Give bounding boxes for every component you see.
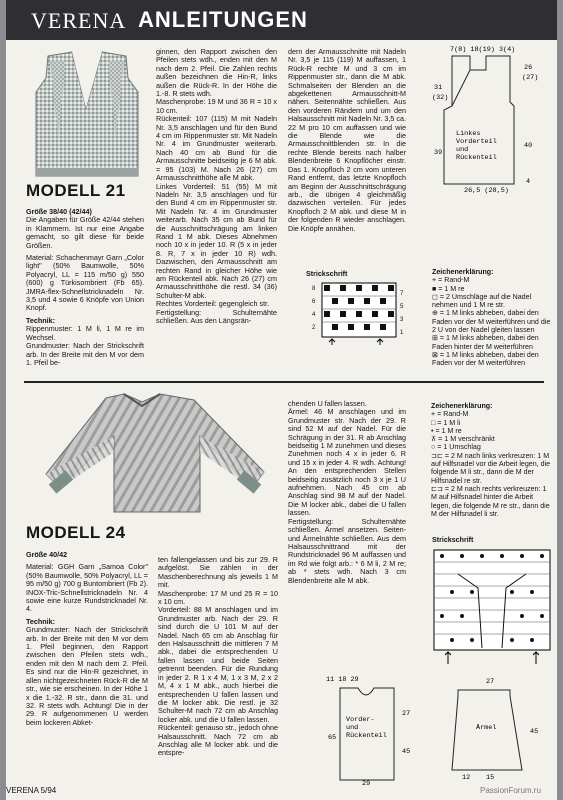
- legend24-item: • = 1 M re: [431, 426, 462, 435]
- schematic21-outline: [420, 46, 555, 196]
- svg-text:7: 7: [400, 291, 404, 297]
- schematic21-label: Linkes Vorderteil und Rückenteil: [456, 130, 497, 162]
- svg-text:3: 3: [400, 317, 404, 323]
- schematic21-right-27: (27): [522, 74, 539, 82]
- model24-sweater-image: [24, 392, 284, 520]
- model21-material: Material: Schachenmayr Garn „Color light" (50% Baumwolle, 50% Polyacryl, LL = 115 m/50 g) 550 (600) g Türkisombriert (Fb 65). JMRA-flex-Schnellstricknadeln Nr. 3,5 und 4 sowie 6 Knöpfe von Union Knopf.: [26, 253, 144, 313]
- schematic21-bottom: 26,5 (28,5): [464, 187, 509, 195]
- magazine-page: [6, 0, 557, 800]
- brand-logo: VERENA: [31, 8, 127, 33]
- section-title: ANLEITUNGEN: [138, 7, 308, 32]
- model24-column3: chenden U fallen lassen. Ärmel: 46 M anschlagen und im Grundmuster str. Nach der 29. R sind 52 M auf der Nadel. Für die Schrägung in der 31. R ab Anschlag beidseitig 1 M zunehmen und dieses Zunehmen noch 4 x in jeder 6. R und 15 x in jeder 4. R wdh. Achtung! An den entsprechenden Stellen beidseitig zusätzlich noch 3 x je 1 U aufnehmen. Nach 45 cm ab Anschlag sind 98 M auf der Nadel. Die M locker abk., dabei die U fallen lassen. Fertigstellung: Schulternähte schließen. Ärmel ansetzen. Seiten- und Ärmelnähte schließen. Aus dem Halsausschnittrand mit der Rundstricknadel 96 M auffassen und im Rd wie folgt arb.: * 6 M li, 2 M re; ab * stets wdh. Nach 3 cm Blendenbreite alle M abk.: [288, 399, 406, 585]
- model24-material: Material: GGH Garn „Samoa Color" (50% Baumwolle, 50% Polyacryl, LL = 95 m/50 g) 700 g Buntombriert (Fb 2). INOX-Tric-Schnellstricknadeln Nr. 4 sowie eine kurze Rundstricknadel Nr. 4.: [26, 562, 148, 614]
- schematic24-sleeve-15: 15: [486, 774, 495, 782]
- schematic24-sleeve-outline: [446, 676, 556, 786]
- model21-technik: Technik:: [26, 315, 56, 325]
- section-divider: [24, 381, 544, 383]
- schematic21-top-numbers: 7(8) 18(19) 3(4): [450, 46, 516, 54]
- svg-text:8: 8: [312, 286, 316, 292]
- legend21-title: Zeichenerklärung:: [432, 268, 494, 276]
- model21-title: MODELL 21: [26, 181, 126, 200]
- page-footer: VERENA 5/94: [6, 786, 57, 795]
- schematic24-sleeve-45: 45: [530, 728, 539, 736]
- schematic24-sleeve-label: Ärmel: [476, 724, 497, 732]
- strickschrift21-chart: [302, 281, 422, 347]
- legend24: [431, 402, 553, 518]
- legend21-item: ⊠ = 1 M links abheben, dabei den Faden vor der M weiterführen: [432, 350, 539, 368]
- page-header: [6, 0, 557, 40]
- schematic24-body-bottom: 29: [362, 780, 371, 788]
- legend24-item: ⊼ = 1 M verschränkt: [431, 435, 495, 444]
- legend24-item: ⊐⊏ = 2 M nach links verkreuzen: 1 M auf Hilfsnadel vor die Arbeit legen, die folgende M li str., dann die M der Hilfsnadel re str.: [431, 451, 551, 485]
- watermark: PassionForum.ru: [480, 786, 541, 795]
- svg-text:1: 1: [400, 330, 404, 336]
- svg-text:2: 2: [312, 325, 316, 331]
- legend21-item: ⊞ = 1 M links abheben, dabei den Faden hinter der M weiterführen: [432, 334, 539, 351]
- schematic21-right-26: 26: [524, 64, 533, 72]
- model24-size: Größe 40/42: [26, 550, 68, 559]
- schematic21-left-39: 39: [434, 149, 443, 157]
- legend24-item: + = Rand-M: [431, 410, 469, 419]
- legend21-item: ■ = 1 M re: [432, 284, 465, 293]
- legend21-item: ◻ = 2 Umschläge auf die Nadel nehmen und 1 M re str.: [432, 292, 532, 310]
- strickschrift24-title: Strickschrift: [432, 536, 474, 544]
- strickschrift24-chart: [428, 548, 556, 668]
- model24-sleeve-schematic: [446, 676, 556, 786]
- svg-text:4: 4: [312, 312, 316, 318]
- schematic24-dim-45: 45: [402, 748, 411, 756]
- schematic24-dim-65: 65: [328, 734, 337, 742]
- schematic21-left-31: 31: [434, 84, 443, 92]
- model24-title: MODELL 24: [26, 523, 126, 542]
- model21-column2: ginnen, den Rapport zwischen den Pfeilen stets wdh., enden mit den M nach dem 2. Pfeil. Die Zahlen rechts außen bezeichnen die Hin-R, links außen die Rück-R. In der Höhe die 1.-8. R stets wdh. Maschenprobe: 19 M und 36 R = 10 x 10 cm. Rückenteil: 107 (115) M mit Nadeln Nr. 3,5 anschlagen und für den Bund 4 cm im Rippenmuster str. Mit Nadeln Nr. 4 im Grundmuster weiterarb. Nach 40 cm ab Bund für die Armausschnitte beidseitig je 6 M abk. = 95 (103) M. Nach 26 (27) cm Armausschnitthöhe alle M abk. Linkes Vorderteil: 51 (55) M mit Nadeln Nr. 3,5 anschlagen und für den Bund 4 cm im Rippenmuster str. Mit Nadeln Nr. 4 im Grundmuster weiterarb. Nach 35 cm ab Bund für die Ausschnittschrägung am linken Rand 1 M abk. Dieses Abnehmen noch 10 x in jeder 10. R (5 x in jeder 8. R, 7 x in jeder 10 R) wdh. Dazwischen, den Armausschnitt am rechten Rand in gleicher Höhe wie am Rückenteil abk. Nach 26 (27) cm Armausschnitthöhe die restl. 34 (36) Schulter-M abk. Rechtes Vorderteil: gegengleich str. Fertigstellung: Schulternähte schließen. Aus den Längsrän-: [156, 47, 277, 325]
- schematic24-top-numbers: 11 18 29: [326, 676, 359, 684]
- legend24-title: Zeichenerklärung:: [431, 402, 493, 410]
- schematic24-body-label: Vorder- und Rückenteil: [346, 716, 387, 740]
- legend21: [432, 268, 552, 368]
- schematic24-sleeve-12: 12: [462, 774, 471, 782]
- schematic21-right-40: 40: [524, 142, 533, 150]
- model21-rippen: Rippenmuster: 1 M li, 1 M re im Wechsel.: [26, 324, 144, 342]
- schematic21-right-4: 4: [526, 178, 531, 186]
- svg-text:6: 6: [312, 299, 316, 305]
- model21-schematic: [420, 46, 555, 196]
- legend24-item: □ = 1 M li: [431, 418, 461, 427]
- model21-column3: dern der Armausschnitte mit Nadeln Nr. 3,5 je 115 (119) M auffassen, 1 Rück-R rechte M und 3 cm im Rippenmuster str., dann die M abk. Schmalseiten der Blenden an die abgekettenen Armausschnitt-M nähen. Seitennähte schließen. Aus den vorderen Rändern und um den Halsausschnitt mit Nadeln Nr. 3,5 ca. 22 M pro 10 cm auffassen und wie die Blende wie die Armausschnittblenden str. In die rechte Blende bereits nach halber Blendenbreite 6 Knopflöcher einstr. Das 1. Knopfloch 2 cm vom unteren Rand entfernt, das letzte Knopfloch am Beginn der Ausschnittschrägung arb., die übrigen 4 gleichmäßig dazwischen verteilen. Für jedes Knopfloch 2 M abk. und diese M in der folgenden R wieder anschlagen. Die Knöpfe annähen.: [288, 47, 406, 233]
- svg-text:5: 5: [400, 304, 404, 310]
- model21-grund: Grundmuster: Nach der Strickschrift arb. In der Breite mit den M vor dem 1. Pfeil be-: [26, 341, 144, 367]
- model21-column1: [26, 208, 144, 371]
- strickschrift21-title: Strickschrift: [306, 270, 348, 278]
- schematic24-sleeve-top: 27: [486, 678, 495, 686]
- model24-grund: Grundmuster: Nach der Strickschrift arb. In der Breite mit den M vor dem 1. Pfeil beginnen, den Rapport zwischen den Pfeilen stets wdh., enden mit den M nach dem 2. Pfeil. Es sind nur die Hin-R gezeichnet, in allen nichtgezeichneten Rück-R die M str., wie sie erscheinen. In der Höhe 1 x die 1.-32. R str., dann die 31. und 32. R stets wdh. Achtung! Die in der 29. R aufgenommenen U werden beim lockeren Abket-: [26, 625, 148, 727]
- legend24-item: ○ = 1 Umschlag: [431, 443, 481, 452]
- model21-intro: Die Angaben für Größe 42/44 stehen in Klammern. Ist nur eine Angabe gemacht, so gilt diese für beide Größen.: [26, 215, 144, 250]
- legend24-item: ⊏⊐ = 2 M nach rechts verkreuzen: 1 M auf Hilfsnadel hinter die Arbeit legen, die folgende M re str., dann die M der Hilfsnadel li str.: [431, 484, 550, 518]
- model21-vest-image: [28, 48, 146, 180]
- schematic21-left-32: (32): [432, 94, 449, 102]
- legend21-item: ⊕ = 1 M links abheben, dabei den Faden vor der M weiterführen und die 2 U von der Nadel gleiten lassen: [432, 309, 551, 335]
- model21-size: Größe 38/40 (42/44): [26, 207, 92, 216]
- model24-column2: ten fallengelassen und bis zur 29. R aufgelöst. Sie zählen in der Maschenberechnung als jeweils 1 M mit. Maschenprobe: 17 M und 25 R = 10 x 10 cm. Vorderteil: 88 M anschlagen und im Grundmuster arb. Nach der 29. R sind durch die U 101 M auf der Nadel. Nach 65 cm ab Anschlag für den Halsausschnitt die mittleren 7 M abk., dabei die entsprechenden U fallen lassen und beide Seiten getrennt beenden. Für die Rundung in jeder 2. R 1 x 4 M, 1 x 3 M, 2 x 2 M, 4 x 1 M abk., auch hierbei die entsprechenden U fallen lassen und die M locker abk. Die restl. je 32 Schulter-M nach 72 cm ab Anschlag locker abk. und die U fallen lassen. Rückenteil: genauso str., jedoch ohne Halsausschnitt. Nach 72 cm ab Anschlag alle M locker abk. und die entspre-: [158, 555, 278, 758]
- model24-technik: Technik:: [26, 616, 56, 626]
- schematic24-dim-27: 27: [402, 710, 411, 718]
- legend21-item: + = Rand-M: [432, 276, 470, 285]
- model24-body-schematic: [306, 676, 436, 786]
- model24-column1: [26, 551, 148, 731]
